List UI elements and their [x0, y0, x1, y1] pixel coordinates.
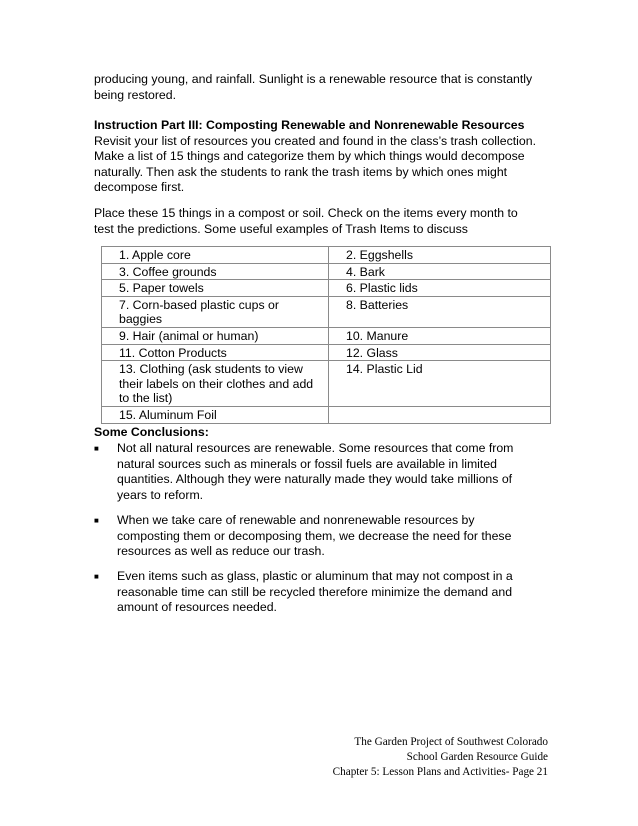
bullet-line: When we take care of renewable and nonrenewable resources by — [117, 513, 475, 527]
intro-line: being restored. — [94, 87, 177, 102]
part3-body-line: Revisit your list of resources you created and found in the class’s trash collection. — [94, 133, 536, 148]
footer-line: The Garden Project of Southwest Colorado — [354, 736, 548, 748]
part3-body-line: decompose first. — [94, 180, 185, 194]
table-row — [102, 406, 551, 423]
square-bullet-icon: ■ — [94, 572, 99, 581]
table-cell: 2. Eggshells — [329, 247, 551, 264]
bullet-text — [117, 513, 557, 560]
place-line: Place these 15 things in a compost or soil. Check on the items every month to — [94, 206, 518, 220]
place-line: test the predictions. Some useful examples of Trash Items to discuss — [94, 221, 468, 236]
table-row — [102, 263, 551, 280]
part3-section — [94, 118, 564, 196]
table-cell: 12. Glass — [329, 344, 551, 361]
bullet-line: composting them or decomposing them, we decrease the need for these — [117, 528, 512, 543]
table-cell — [329, 406, 551, 423]
bullet-line: amount of resources needed. — [117, 600, 277, 614]
bullet-line: natural sources such as minerals or fossil fuels are available in limited — [117, 456, 498, 471]
table-cell: 7. Corn-based plastic cups or baggies — [102, 296, 329, 327]
table-cell: 5. Paper towels — [102, 280, 329, 297]
table-cell: 4. Bark — [329, 263, 551, 280]
footer-line: School Garden Resource Guide — [406, 751, 548, 763]
table-cell: 13. Clothing (ask students to view their labels on their clothes and add to the list) — [102, 361, 329, 407]
bullet-text — [117, 569, 557, 616]
table-row — [102, 344, 551, 361]
table-cell: 6. Plastic lids — [329, 280, 551, 297]
table-row — [102, 361, 551, 407]
intro-paragraph — [94, 72, 564, 103]
square-bullet-icon: ■ — [94, 444, 99, 453]
bullet-line: years to reform. — [117, 487, 204, 502]
part3-body-line: naturally. Then ask the students to rank the trash items by which ones might — [94, 164, 508, 179]
table-cell: 1. Apple core — [102, 247, 329, 264]
table-cell: 8. Batteries — [329, 296, 551, 327]
intro-line: producing young, and rainfall. Sunlight is a renewable resource that is constantly — [94, 72, 533, 86]
bullet-text — [117, 441, 557, 503]
table-cell: 11. Cotton Products — [102, 344, 329, 361]
table-cell: 14. Plastic Lid — [329, 361, 551, 407]
part3-body-line: Make a list of 15 things and categorize them by which things would decompose — [94, 149, 525, 163]
part3-heading: Instruction Part III: Composting Renewable and Nonrenewable Resources — [94, 118, 525, 132]
table-row — [102, 280, 551, 297]
bullet-line: reasonable time can still be recycled therefore minimize the demand and — [117, 584, 513, 599]
table-cell: 9. Hair (animal or human) — [102, 327, 329, 344]
table-cell: 3. Coffee grounds — [102, 263, 329, 280]
footer-line: Chapter 5: Lesson Plans and Activities- Page 21 — [332, 766, 548, 778]
place-paragraph — [94, 206, 564, 237]
page-footer — [188, 735, 548, 780]
table-row — [102, 327, 551, 344]
bullet-line: Even items such as glass, plastic or aluminum that may not compost in a — [117, 569, 513, 583]
trash-items-table — [101, 246, 551, 424]
square-bullet-icon: ■ — [94, 516, 99, 525]
table-row — [102, 247, 551, 264]
bullet-line: resources as well as reduce our trash. — [117, 544, 325, 558]
bullet-line: Not all natural resources are renewable. Some resources that come from — [117, 441, 514, 455]
bullet-line: quantities. Although they were naturally made they would take millions of — [117, 472, 513, 486]
table-cell: 10. Manure — [329, 327, 551, 344]
conclusions-heading: Some Conclusions: — [94, 425, 209, 439]
table-row — [102, 296, 551, 327]
table-cell: 15. Aluminum Foil — [102, 406, 329, 423]
